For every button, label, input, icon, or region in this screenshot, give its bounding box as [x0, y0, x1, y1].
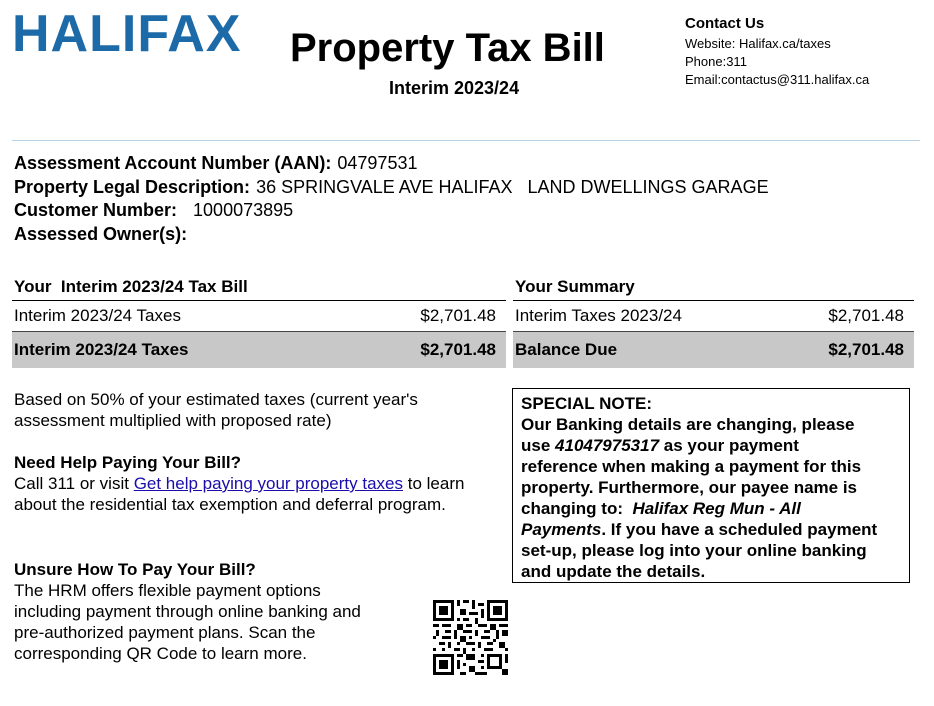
legal-label: Property Legal Description: — [14, 176, 251, 197]
howto-heading: Unsure How To Pay Your Bill? — [14, 560, 256, 579]
summary-total — [513, 332, 914, 368]
customer-value: 1000073895 — [193, 200, 294, 220]
owner-label: Assessed Owner(s): — [14, 223, 188, 244]
customer-label: Customer Number: — [14, 200, 178, 220]
header-divider — [12, 140, 920, 141]
help-line-2: about the residential tax exemption and deferral program. — [14, 495, 446, 514]
help-section — [14, 452, 464, 515]
special-note-line-3: reference when making a payment for this — [521, 457, 862, 476]
special-note-box — [512, 388, 910, 583]
special-note-p6-post: . If you have a scheduled payment — [601, 520, 878, 539]
special-note-p2-post: as your payment — [659, 436, 799, 455]
page-title: Property Tax Bill — [290, 26, 605, 70]
account-info — [14, 152, 769, 246]
tax-bill-total-label: Interim 2023/24 Taxes — [14, 340, 189, 359]
contact-email: Email:contactus@311.halifax.ca — [685, 72, 870, 87]
payment-qr-code[interactable] — [433, 600, 508, 675]
basis-line-2: assessment multiplied with proposed rate) — [14, 411, 332, 430]
summary-heading: Your Summary — [513, 274, 914, 301]
special-note-line-4: property. Furthermore, our payee name is — [521, 478, 857, 497]
summary-total-amount: $2,701.48 — [828, 340, 904, 359]
special-note-line-7: set-up, please log into your online banking — [521, 541, 867, 560]
aan-value: 04797531 — [337, 153, 418, 173]
payee-name-1: Halifax Reg Mun - All — [632, 499, 801, 518]
help-link[interactable]: Get help paying your property taxes — [133, 474, 404, 493]
summary-row-label: Interim Taxes 2023/24 — [515, 306, 682, 325]
summary-row — [513, 301, 914, 332]
tax-bill-total-amount: $2,701.48 — [420, 340, 496, 359]
basis-paragraph — [14, 389, 418, 431]
howto-line-3: pre-authorized payment plans. Scan the — [14, 623, 316, 642]
tax-bill-heading: Your Interim 2023/24 Tax Bill — [12, 274, 506, 301]
halifax-logo: HALIFAX — [12, 5, 242, 63]
summary-row-amount: $2,701.48 — [828, 306, 904, 325]
summary-table — [513, 274, 914, 370]
summary-total-label: Balance Due — [515, 340, 618, 359]
special-note-p2-pre: use — [521, 436, 556, 455]
basis-line-1: Based on 50% of your estimated taxes (current year's — [14, 390, 418, 409]
howto-section — [14, 559, 361, 664]
tax-bill-row-label: Interim 2023/24 Taxes — [14, 306, 181, 325]
special-note-p5-pre: changing to: — [521, 499, 633, 518]
contact-heading: Contact Us — [685, 15, 765, 32]
help-post-link: to learn — [403, 474, 465, 493]
aan-label: Assessment Account Number (AAN): — [14, 153, 332, 173]
help-heading: Need Help Paying Your Bill? — [14, 453, 242, 472]
special-note-line-8: and update the details. — [521, 562, 706, 581]
special-note-line-1: Our Banking details are changing, please — [521, 415, 855, 434]
tax-bill-row-amount: $2,701.48 — [420, 306, 496, 325]
special-note-heading: SPECIAL NOTE: — [521, 394, 652, 413]
contact-website: Website: Halifax.ca/taxes — [685, 36, 831, 51]
help-pre-link: Call 311 or visit — [14, 474, 134, 493]
tax-bill-table — [12, 274, 506, 370]
tax-bill-row — [12, 301, 506, 332]
howto-line-1: The HRM offers flexible payment options — [14, 581, 321, 600]
payment-reference: 41047975317 — [555, 436, 660, 455]
contact-block — [685, 14, 869, 89]
howto-line-2: including payment through online banking and — [14, 602, 361, 621]
howto-line-4: corresponding QR Code to learn more. — [14, 644, 307, 663]
contact-phone: Phone:311 — [685, 54, 747, 69]
tax-bill-total — [12, 332, 506, 368]
payee-name-2: Payments — [521, 520, 602, 539]
page-subtitle: Interim 2023/24 — [389, 78, 520, 98]
legal-value: 36 SPRINGVALE AVE HALIFAX LAND DWELLINGS GARAGE — [256, 176, 769, 197]
